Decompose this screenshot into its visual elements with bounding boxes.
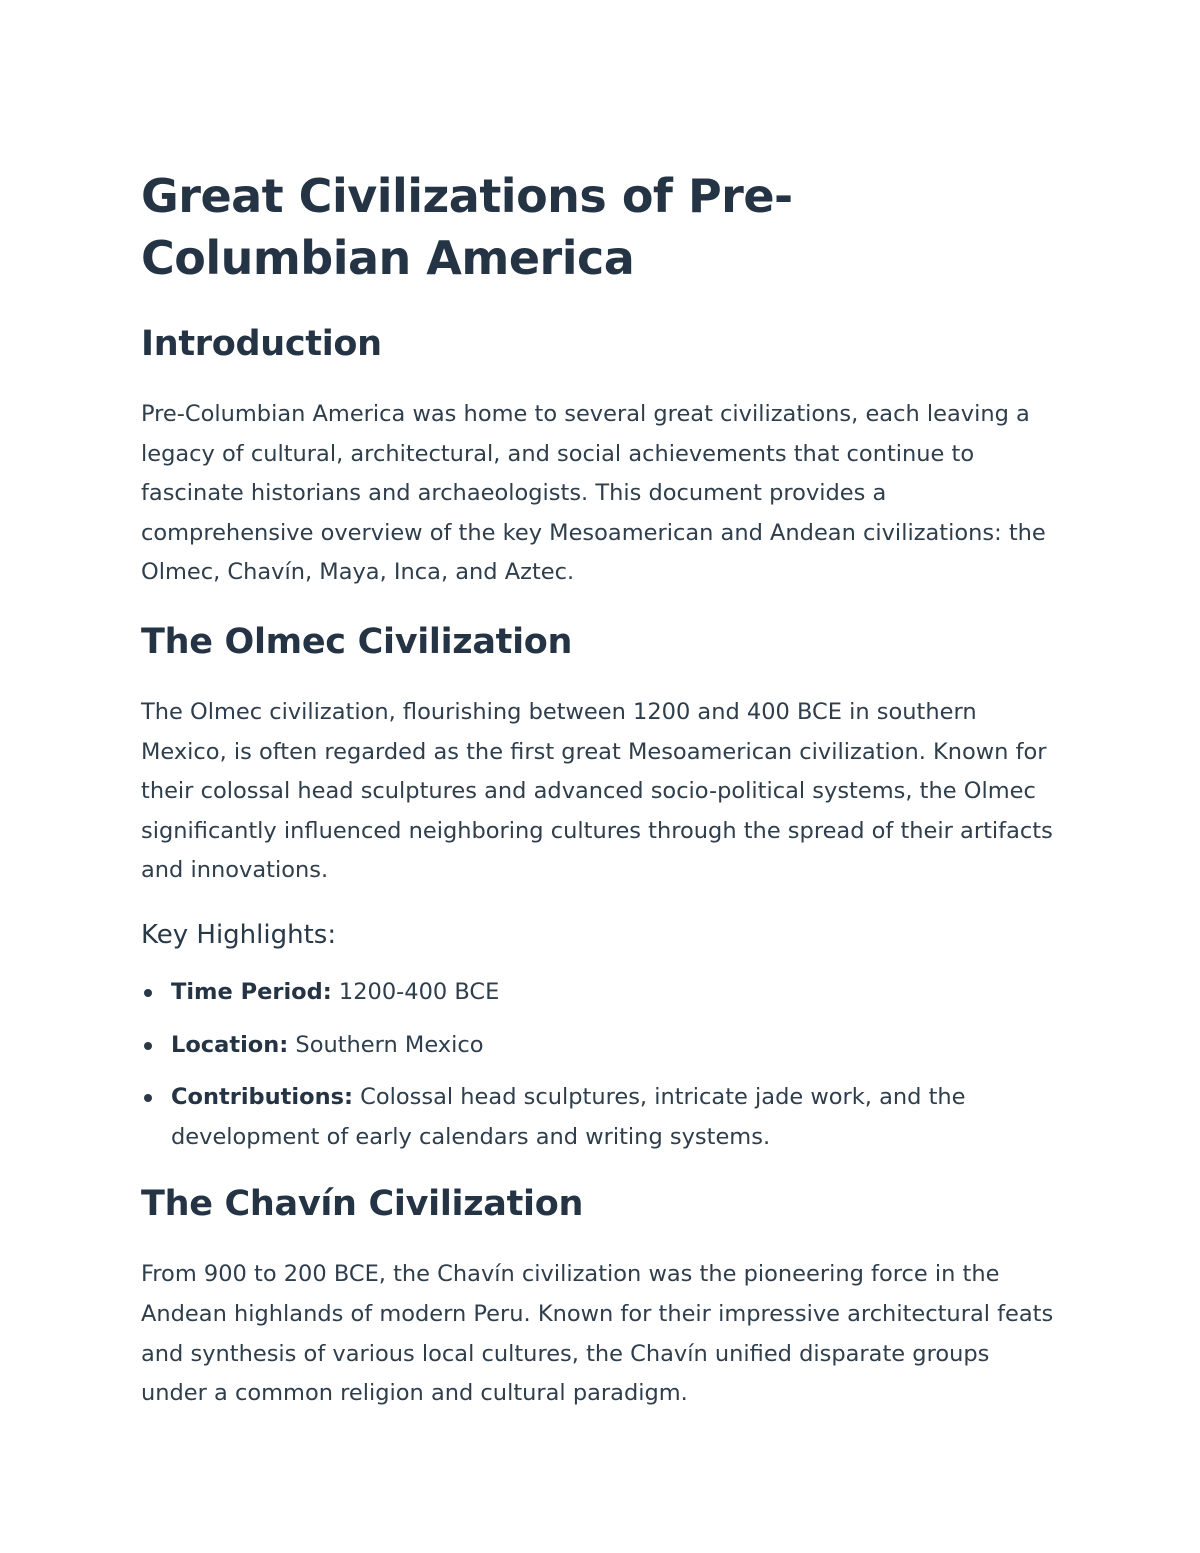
olmec-highlights-list [141,973,1061,1157]
document-title: Great Civilizations of Pre-Columbian America [141,169,793,285]
section-heading-introduction: Introduction [141,324,382,364]
section-introduction [141,321,1061,593]
olmec-paragraph: The Olmec civilization, flourishing between 1200 and 400 BCE in southern Mexico, is often regarded as the first great Mesoamerican civilization. Known for their colossal head sculptures and advanced socio-political systems, the Olmec significantly influenced neighboring cultures through the spread of their artifacts and innovations. [141,698,1053,884]
section-chavin [141,1181,1061,1413]
bullet-icon [144,989,152,997]
highlight-label: Location: [171,1031,289,1058]
document-page [141,165,1061,1440]
highlight-text: Colossal head sculptures, intricate jade work, and the development of early calendars and writing systems. [171,1084,966,1150]
chavin-paragraph: From 900 to 200 BCE, the Chavín civilization was the pioneering force in the Andean highlands of modern Peru. Known for their impressive architectural feats and synthesis of various local cultures, the Chavín unified disparate groups under a common religion and cultural paradigm. [141,1261,1054,1407]
list-item [141,1078,1061,1157]
list-item [141,973,1061,1013]
bullet-icon [144,1042,152,1050]
section-olmec [141,619,1061,1157]
olmec-highlights-heading: Key Highlights: [141,919,337,950]
highlight-text: Southern Mexico [288,1031,484,1058]
highlight-label: Time Period: [171,978,332,1005]
list-item [141,1026,1061,1066]
introduction-paragraph: Pre-Columbian America was home to several great civilizations, each leaving a legacy of cultural, architectural, and social achievements that continue to fascinate historians and archaeologists. This document provides a comprehensive overview of the key Mesoamerican and Andean civilizations: the Olmec, Chavín, Maya, Inca, and Aztec. [141,401,1046,586]
highlight-text: 1200-400 BCE [331,978,500,1005]
section-heading-chavin: The Chavín Civilization [141,1184,584,1225]
section-heading-olmec: The Olmec Civilization [141,621,573,662]
highlight-label: Contributions: [171,1084,354,1111]
bullet-icon [144,1094,152,1102]
